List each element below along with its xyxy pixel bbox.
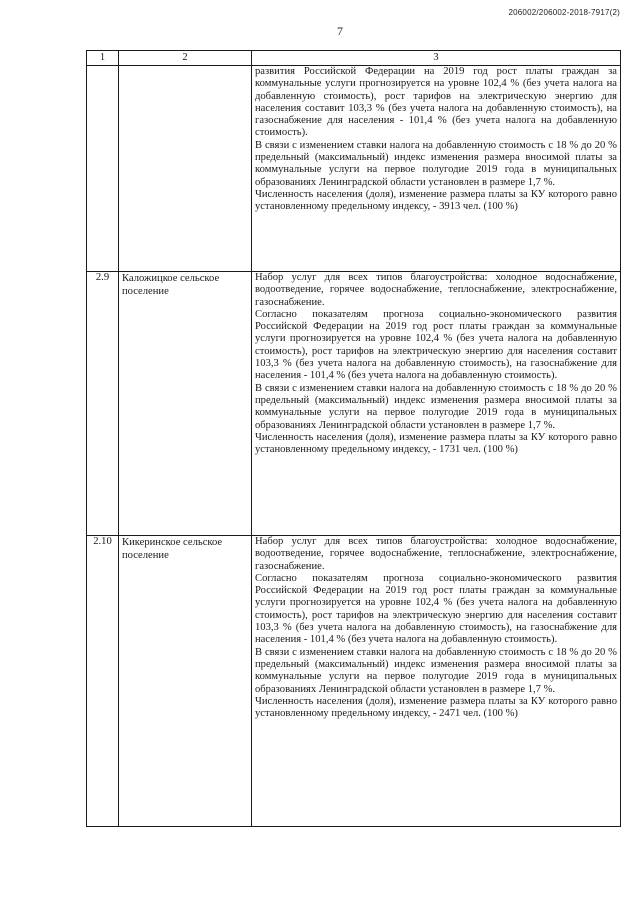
table-row [87,536,621,827]
row-description [252,536,621,827]
settlement-name: Кикеринское сельское поселение [119,536,252,827]
row-number [87,66,119,272]
row-number: 2.9 [87,272,119,536]
paragraph: развития Российской Федерации на 2019 год рост платы граждан за коммунальные услуги прогнозируется на уровне 102,4 % (без учета налога на добавленную стоимость), рост тарифов на электрическую энергию для населения составит 103,3 % (без учета налога на добавленную стоимость), на газоснабжение для населения - 101,4 % (без учета налога на добавленную стоимость). [255,66,617,139]
column-header-3: 3 [252,51,621,66]
row-description [252,66,621,272]
paragraph: В связи с изменением ставки налога на добавленную стоимость с 18 % до 20 % предельный (максимальный) индекс изменения размера вносимой платы за коммунальные услуги на первое полугодие 2019 года в муниципальных образованиях Ленинградской области установлен в размере 1,7 %. [255,382,617,431]
paragraph: Согласно показателям прогноза социально-экономического развития Российской Федерации на 2019 год рост платы граждан за коммунальные услуги прогнозируется на уровне 102,4 % (без учета налога на добавленную стоимость), рост тарифов на электрическую энергию для населения составит 103,3 % (без учета налога на добавленную стоимость), на газоснабжение для населения - 101,4 % (без учета налога на добавленную стоимость). [255,572,617,646]
paragraph: Численность населения (доля), изменение размера платы за КУ которого равно установленному предельному индексу, - 3913 чел. (100 %) [255,188,617,213]
table-row [87,272,621,536]
page-number: 7 [337,24,343,38]
indices-table [86,50,621,827]
column-header-1: 1 [87,51,119,66]
paragraph: Численность населения (доля), изменение размера платы за КУ которого равно установленному предельному индексу, - 2471 чел. (100 %) [255,695,617,720]
paragraph: Набор услуг для всех типов благоустройства: холодное водоснабжение, водоотведение, горячее водоснабжение, теплоснабжение, электроснабжение, газоснабжение. [255,272,617,308]
table-row [87,66,621,272]
table-header-row [87,51,621,66]
row-description [252,272,621,536]
row-number: 2.10 [87,536,119,827]
paragraph: В связи с изменением ставки налога на добавленную стоимость с 18 % до 20 % предельный (максимальный) индекс изменения размера вносимой платы за коммунальные услуги на первое полугодие 2019 года в муниципальных образованиях Ленинградской области установлен в размере 1,7 %. [255,646,617,695]
paragraph: В связи с изменением ставки налога на добавленную стоимость с 18 % до 20 % предельный (максимальный) индекс изменения размера вносимой платы за коммунальные услуги на первое полугодие 2019 года в муниципальных образованиях Ленинградской области установлен в размере 1,7 %. [255,139,617,188]
paragraph: Численность населения (доля), изменение размера платы за КУ которого равно установленному предельному индексу, - 1731 чел. (100 %) [255,431,617,456]
settlement-name [119,66,252,272]
settlement-name: Каложицкое сельское поселение [119,272,252,536]
column-header-2: 2 [119,51,252,66]
paragraph: Согласно показателям прогноза социально-экономического развития Российской Федерации на 2019 год рост платы граждан за коммунальные услуги прогнозируется на уровне 102,4 % (без учета налога на добавленную стоимость), рост тарифов на электрическую энергию для населения составит 103,3 % (без учета налога на добавленную стоимость), на газоснабжение для населения - 101,4 % (без учета налога на добавленную стоимость). [255,308,617,382]
document-id: 206002/206002-2018-7917(2) [508,8,620,17]
paragraph: Набор услуг для всех типов благоустройства: холодное водоснабжение, водоотведение, горячее водоснабжение, теплоснабжение, электроснабжение, газоснабжение. [255,536,617,572]
